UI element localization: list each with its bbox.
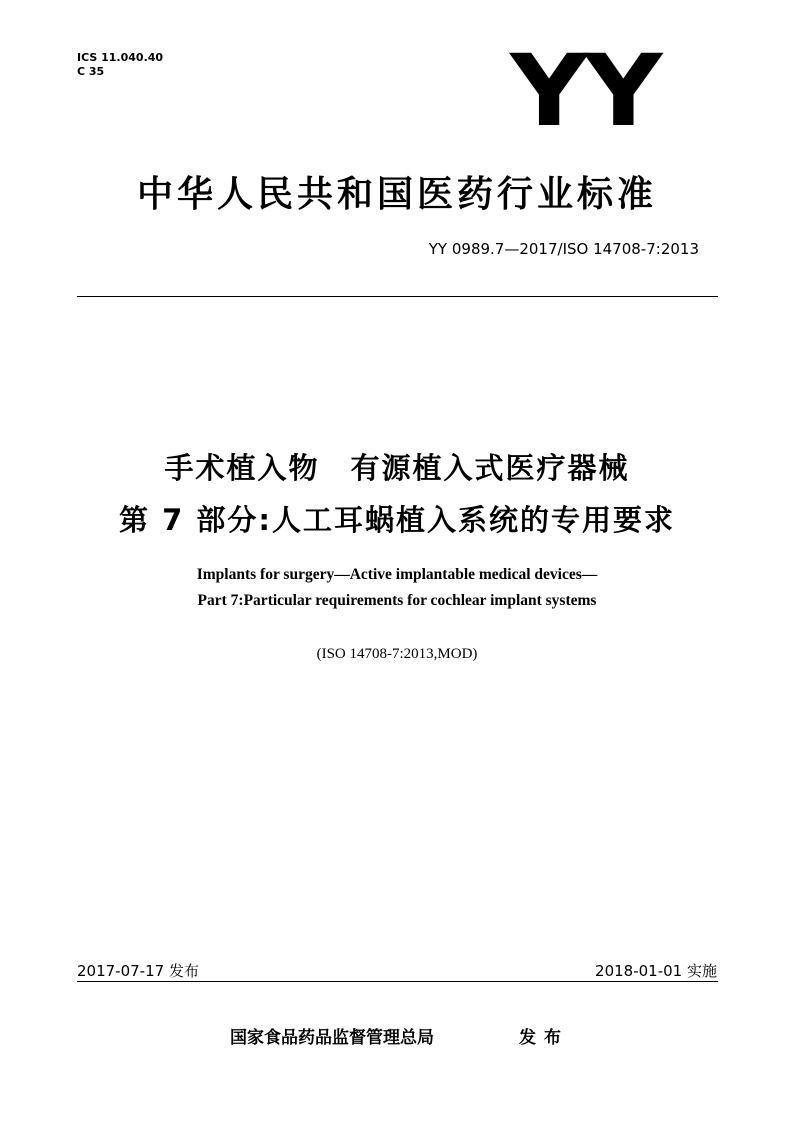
title-cn-line1: 手术植入物 有源植入式医疗器械	[164, 451, 630, 485]
title-en-line2: Part 7:Particular requirements for cochlear implant systems	[197, 592, 597, 609]
standard-name: 中华人民共和国医药行业标准	[136, 174, 657, 215]
implementation-date: 2018-01-01 实施	[595, 962, 717, 980]
classification-codes	[77, 51, 163, 79]
iso-reference: (ISO 14708-7:2013,MOD)	[316, 646, 478, 662]
standard-number: YY 0989.7—2017/ISO 14708-7:2013	[428, 240, 699, 258]
top-divider	[77, 296, 718, 297]
ics-code: ICS 11.040.40	[77, 51, 164, 64]
yy-logo: YY	[510, 34, 659, 150]
issue-date: 2017-07-17 发布	[77, 962, 199, 980]
title-cn-line2: 第 7 部分:人工耳蜗植入系统的专用要求	[119, 503, 675, 537]
publish-label: 发布	[519, 1028, 569, 1048]
title-en-line1: Implants for surgery—Active implantable medical devices—	[196, 566, 598, 583]
bottom-divider	[77, 981, 718, 982]
issuing-authority: 国家食品药品监督管理总局	[230, 1028, 434, 1048]
ccs-code: C 35	[77, 65, 105, 78]
